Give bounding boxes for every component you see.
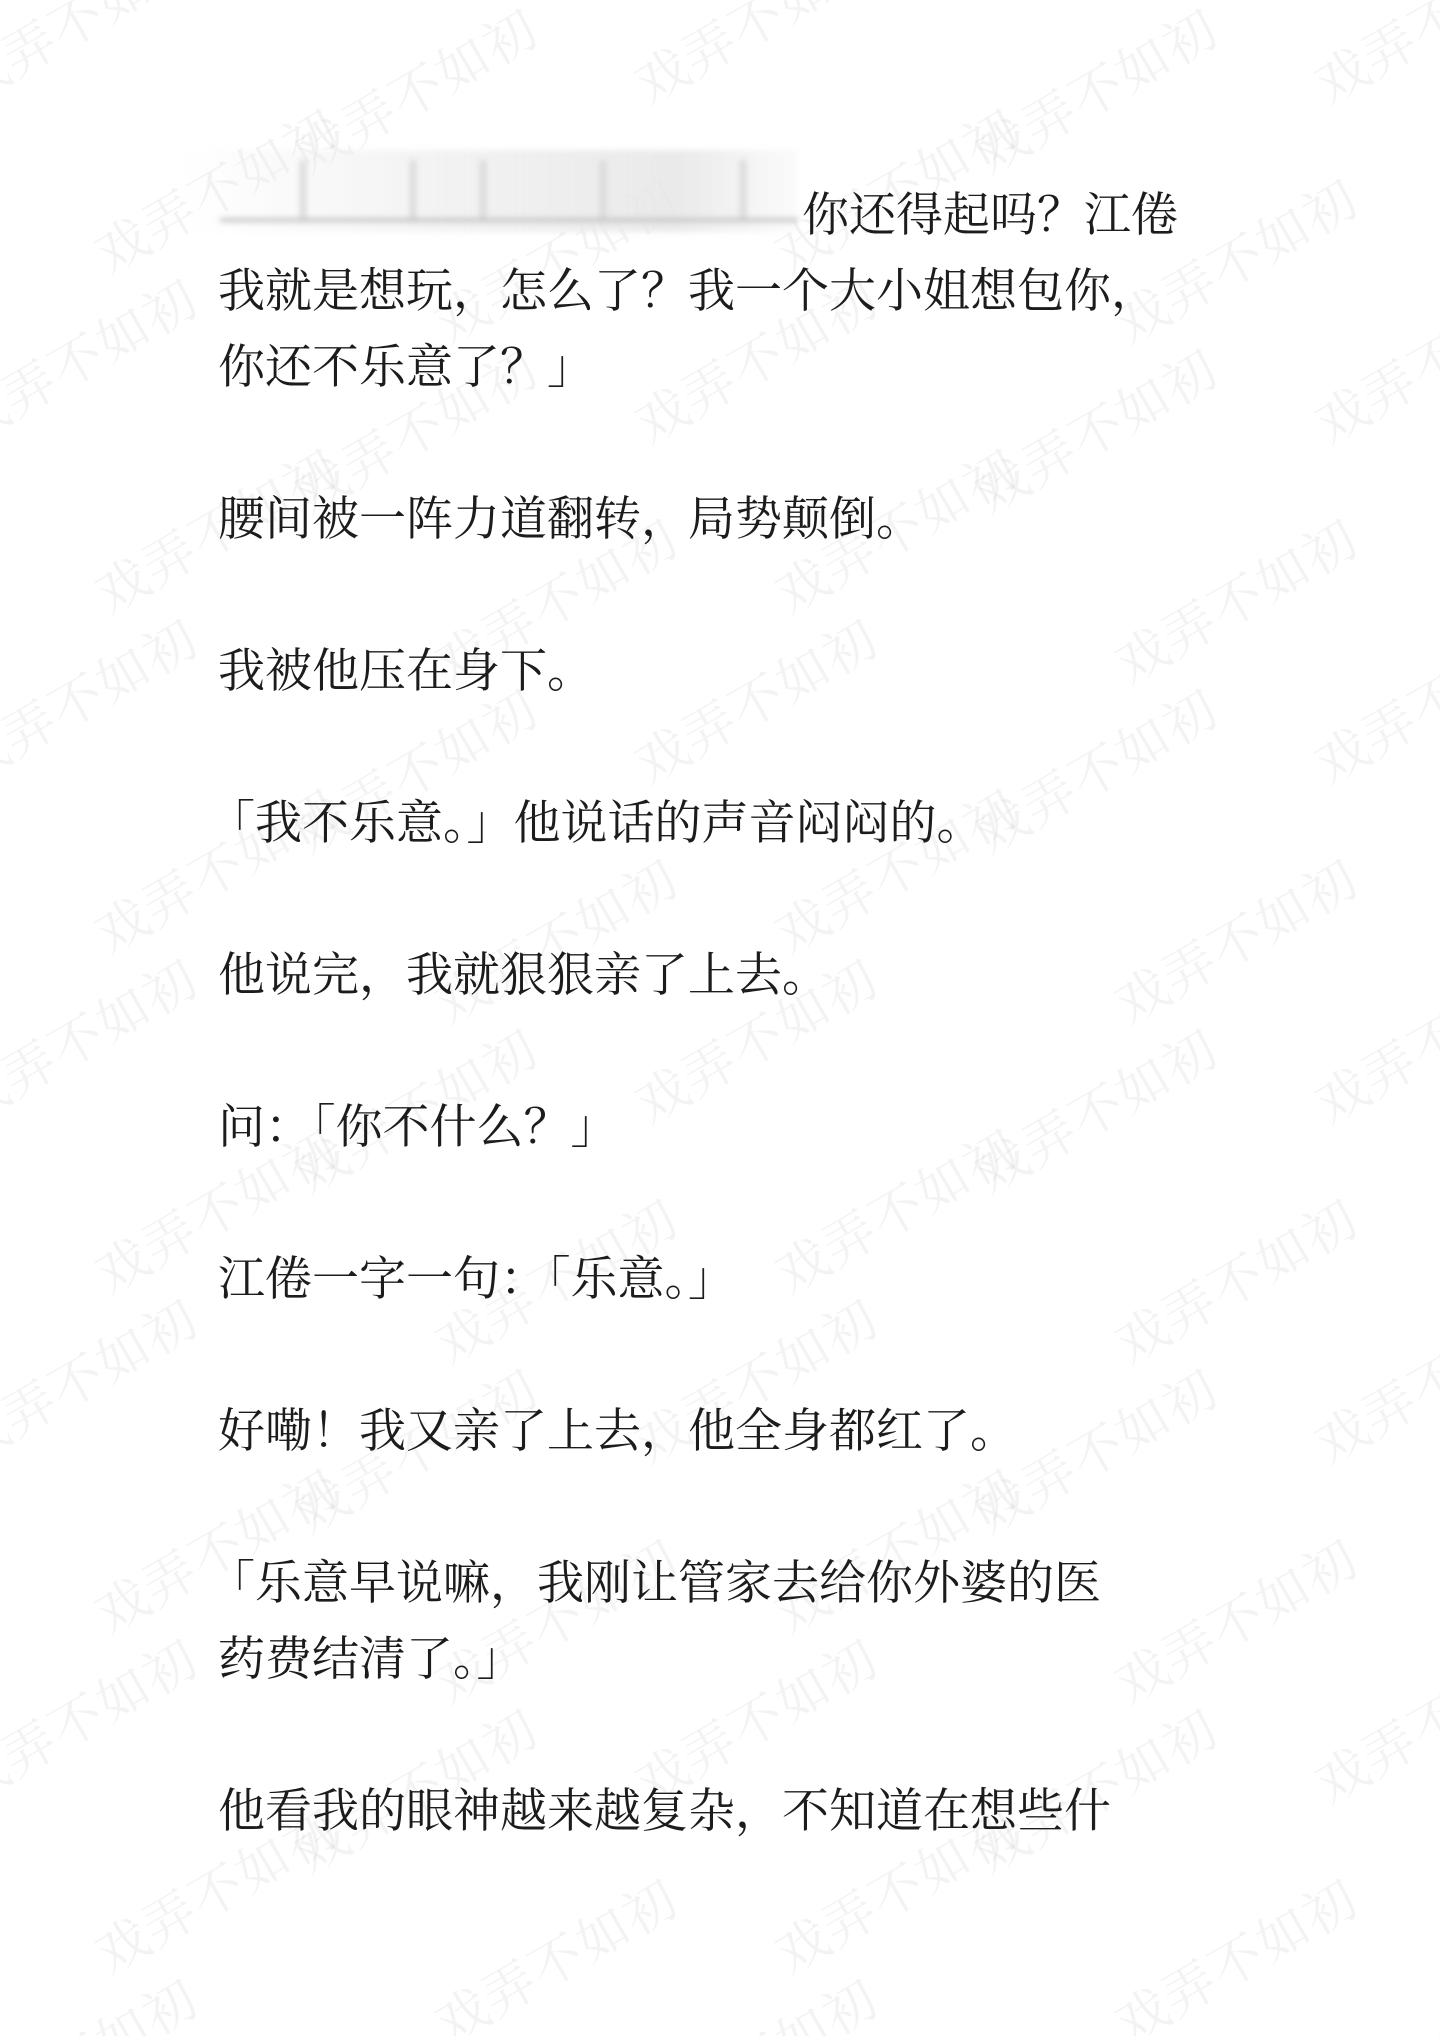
watermark-text — [759, 1108, 1030, 1308]
watermark-text — [1299, 1958, 1440, 2036]
text-line: 你还不乐意了？」 — [218, 340, 594, 395]
watermark-text — [959, 1008, 1230, 1208]
text-line: 我就是想玩，怎么了？我一个大小姐想包你， — [218, 264, 1158, 319]
watermark-text — [1299, 1618, 1440, 1818]
watermark-text — [279, 2028, 550, 2036]
watermark-text — [619, 0, 890, 117]
text-line: 药费结清了。」 — [218, 1632, 524, 1687]
watermark-text — [1299, 0, 1440, 117]
watermark-text — [419, 1858, 690, 2036]
watermark-text — [0, 0, 211, 117]
watermark-text — [1099, 1178, 1370, 1378]
watermark-text — [1299, 938, 1440, 1138]
watermark-text — [1099, 498, 1370, 698]
watermark-text — [1299, 258, 1440, 458]
watermark-text — [959, 328, 1230, 528]
watermark-text — [1099, 838, 1370, 1038]
watermark-text — [0, 598, 211, 798]
watermark-text — [1299, 598, 1440, 798]
text-line: 好嘞！我又亲了上去，他全身都红了。 — [218, 1404, 1017, 1459]
watermark-text — [1099, 1858, 1370, 2036]
watermark-text — [0, 1278, 211, 1478]
watermark-text — [1099, 1518, 1370, 1718]
text-line: 江倦一字一句：「乐意。」 — [218, 1252, 735, 1307]
watermark-text — [619, 598, 890, 798]
text-line: 「我不乐意。」他说话的声音闷闷的。 — [208, 796, 984, 851]
text-line: 他看我的眼神越来越复杂，不知道在想些什 — [218, 1784, 1111, 1839]
watermark-text — [0, 1618, 211, 1818]
text-line: 你还得起吗？江倦 — [802, 188, 1178, 243]
watermark-text — [959, 2028, 1230, 2036]
watermark-text — [959, 0, 1230, 187]
watermark-text — [0, 938, 211, 1138]
text-line: 我被他压在身下。 — [218, 644, 594, 699]
watermark-text — [619, 1958, 890, 2036]
watermark-text — [0, 1958, 211, 2036]
watermark-text — [959, 668, 1230, 868]
obscured-text-strip — [180, 150, 798, 232]
text-line: 腰间被一阵力道翻转，局势颠倒。 — [218, 492, 923, 547]
text-line: 问：「你不什么？」 — [218, 1100, 618, 1155]
watermark-text — [1299, 1278, 1440, 1478]
watermark-text — [0, 258, 211, 458]
text-line: 「乐意早说嘛，我刚让管家去给你外婆的医 — [208, 1556, 1101, 1611]
text-line: 他说完，我就狠狠亲了上去。 — [218, 948, 829, 1003]
